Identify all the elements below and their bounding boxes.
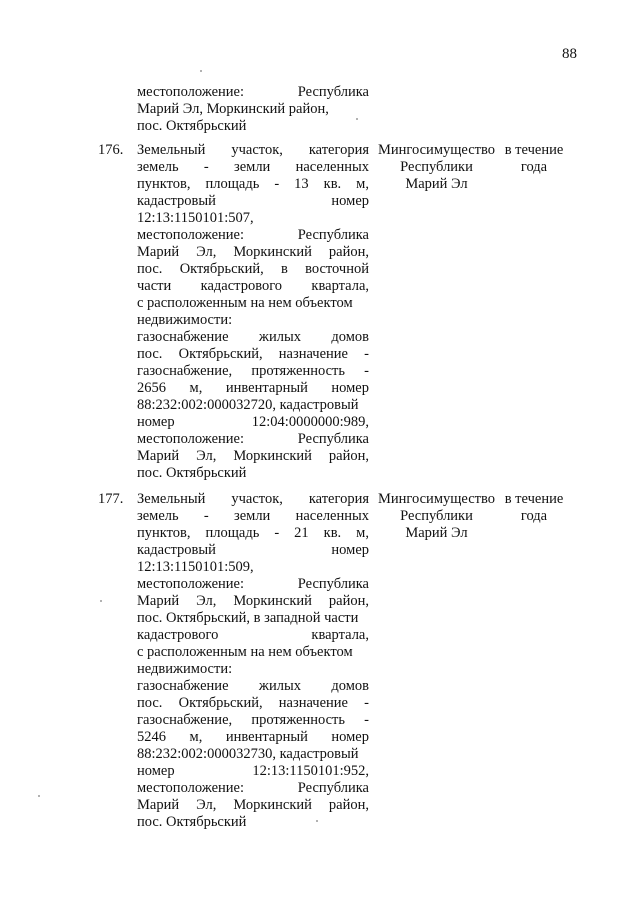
description-line: газоснабжение жилых домов (137, 329, 369, 345)
description-line: пунктов, площадь - 13 кв. м, (137, 176, 369, 192)
description-line: местоположение: Республика (137, 576, 369, 592)
scan-speck (200, 70, 202, 72)
description-line: номер 12:13:1150101:952, (137, 763, 369, 779)
description-line: Марий Эл, Моркинский район, (137, 101, 329, 117)
description-line: 12:13:1150101:507, (137, 210, 254, 226)
description-line: 88:232:002:000032720, кадастровый (137, 397, 359, 413)
description-line: с расположенным на нем объектом (137, 295, 353, 311)
scan-speck (38, 795, 40, 797)
organization-line: Республики (400, 508, 473, 524)
entry-number: 176. (98, 142, 124, 158)
description-line: кадастрового квартала, (137, 627, 369, 643)
description-line: Марий Эл, Моркинский район, (137, 593, 369, 609)
entry-description (137, 142, 369, 482)
description-line: пос. Октябрьский, в западной части (137, 610, 359, 626)
description-line: части кадастрового квартала, (137, 278, 369, 294)
description-line: 5246 м, инвентарный номер (137, 729, 369, 745)
organization-line: Марий Эл (405, 525, 468, 541)
deadline (503, 142, 565, 176)
description-line: пос. Октябрьский, назначение - (137, 346, 369, 362)
description-line: местоположение: Республика (137, 431, 369, 447)
description-line: с расположенным на нем объектом (137, 644, 353, 660)
description-line: пос. Октябрьский, назначение - (137, 695, 369, 711)
scan-speck (316, 820, 318, 822)
description-line: кадастровый номер (137, 193, 369, 209)
organization-line: Республики (400, 159, 473, 175)
deadline-line: года (520, 159, 548, 175)
description-line: газоснабжение, протяженность - (137, 712, 369, 728)
deadline-line: в течение (504, 491, 564, 507)
entry-number: 177. (98, 491, 124, 507)
description-line: газоснабжение жилых домов (137, 678, 369, 694)
deadline (503, 491, 565, 525)
carryover-description (137, 84, 369, 135)
entry-description (137, 491, 369, 831)
description-line: местоположение: Республика (137, 227, 369, 243)
description-line: 88:232:002:000032730, кадастровый (137, 746, 359, 762)
description-line: пунктов, площадь - 21 кв. м, (137, 525, 369, 541)
description-line: местоположение: Республика (137, 780, 369, 796)
description-line: Марий Эл, Моркинский район, (137, 797, 369, 813)
description-line: пос. Октябрьский (137, 814, 247, 830)
description-line: кадастровый номер (137, 542, 369, 558)
description-line: 2656 м, инвентарный номер (137, 380, 369, 396)
description-line: пос. Октябрьский (137, 465, 247, 481)
description-line: недвижимости: (137, 661, 233, 677)
description-line: недвижимости: (137, 312, 233, 328)
organization-line: Мингосимущество (378, 142, 495, 158)
description-line: Марий Эл, Моркинский район, (137, 244, 369, 260)
deadline-line: года (520, 508, 548, 524)
description-line: Земельный участок, категория (137, 491, 369, 507)
organization-line: Мингосимущество (378, 491, 495, 507)
description-line: пос. Октябрьский, в восточной (137, 261, 369, 277)
description-line: земель - земли населенных (137, 159, 369, 175)
page-number: 88 (562, 46, 577, 62)
scan-speck (100, 600, 102, 602)
description-line: Земельный участок, категория (137, 142, 369, 158)
organization-line: Марий Эл (405, 176, 468, 192)
description-line: номер 12:04:0000000:989, (137, 414, 369, 430)
description-line: пос. Октябрьский (137, 118, 247, 134)
description-line: земель - земли населенных (137, 508, 369, 524)
responsible-organization (373, 491, 500, 542)
responsible-organization (373, 142, 500, 193)
deadline-line: в течение (504, 142, 564, 158)
description-line: газоснабжение, протяженность - (137, 363, 369, 379)
scan-speck (356, 118, 358, 120)
description-line: Марий Эл, Моркинский район, (137, 448, 369, 464)
description-line: 12:13:1150101:509, (137, 559, 254, 575)
description-line: местоположение: Республика (137, 84, 369, 100)
